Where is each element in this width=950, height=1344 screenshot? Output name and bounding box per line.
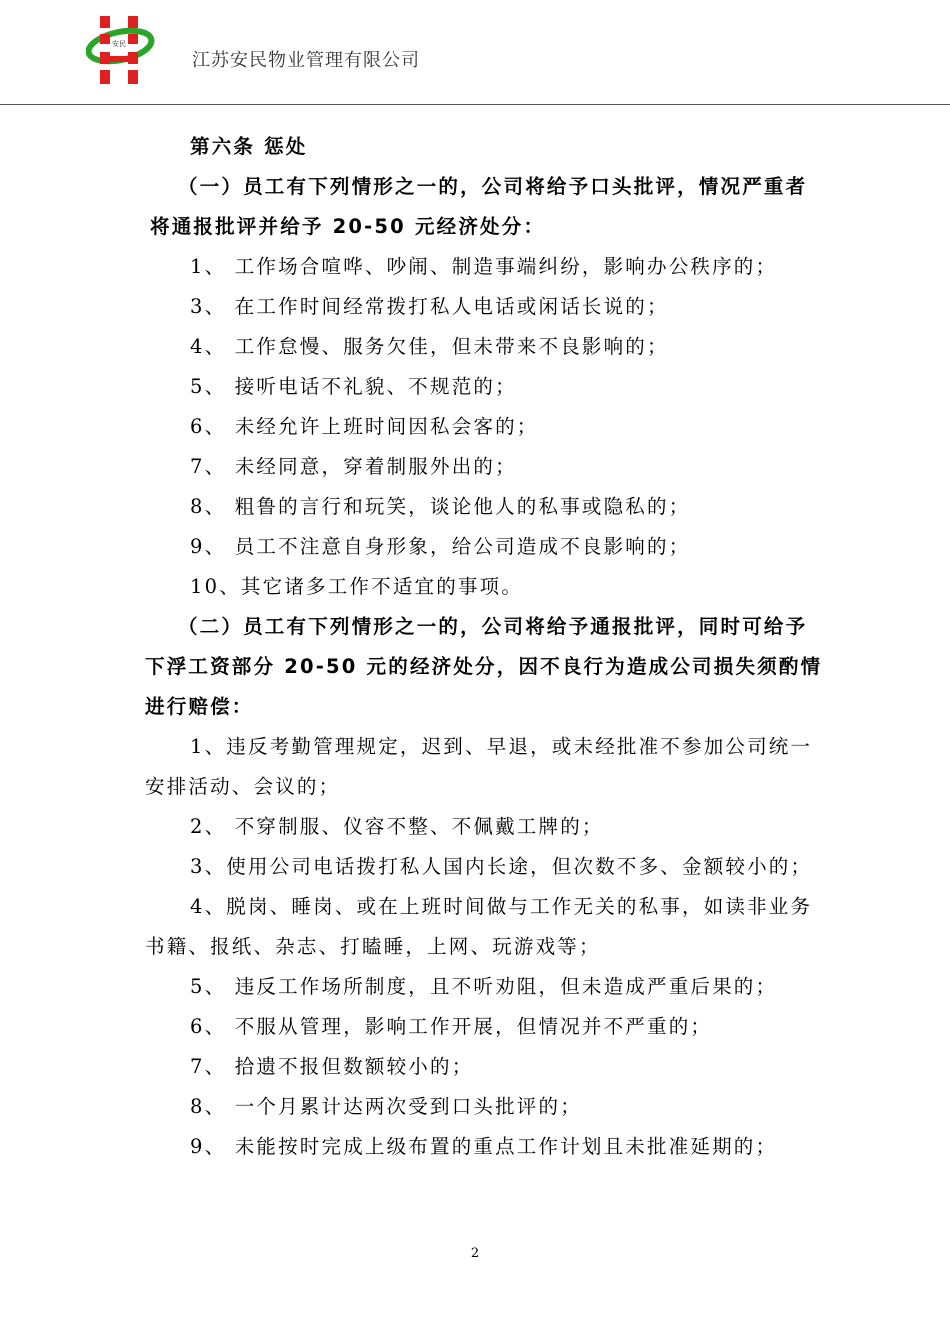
list-item: 2、 不穿制服、仪容不整、不佩戴工牌的； bbox=[190, 815, 604, 838]
section2-heading-line1: （二）员工有下列情形之一的，公司将给予通报批评，同时可给予 bbox=[178, 615, 808, 638]
article-title: 第六条 惩处 bbox=[190, 135, 308, 158]
list-item: 8、 粗鲁的言行和玩笑，谈论他人的私事或隐私的； bbox=[190, 495, 691, 518]
section1-heading-line1: （一）员工有下列情形之一的，公司将给予口头批评，情况严重者 bbox=[178, 175, 808, 198]
list-item: 6、 未经允许上班时间因私会客的； bbox=[190, 415, 539, 438]
list-item-continuation: 安排活动、会议的； bbox=[145, 775, 341, 798]
list-item: 9、 未能按时完成上级布置的重点工作计划且未批准延期的； bbox=[190, 1135, 778, 1158]
list-item: 1、 工作场合喧哗、吵闹、制造事端纠纷，影响办公秩序的； bbox=[190, 255, 778, 278]
list-item: 3、使用公司电话拨打私人国内长途，但次数不多、金额较小的； bbox=[190, 855, 813, 878]
list-item: 9、 员工不注意自身形象，给公司造成不良影响的； bbox=[190, 535, 691, 558]
company-logo-icon bbox=[86, 12, 156, 88]
list-item: 5、 违反工作场所制度，且不听劝阻，但未造成严重后果的； bbox=[190, 975, 778, 998]
section1-heading-line2: 将通报批评并给予 20-50 元经济处分： bbox=[150, 215, 546, 238]
section2-heading-line2: 下浮工资部分 20-50 元的经济处分，因不良行为造成公司损失须酌情 bbox=[145, 655, 823, 678]
list-item: 3、 在工作时间经常拨打私人电话或闲话长说的； bbox=[190, 295, 669, 318]
list-item: 10、其它诸多工作不适宜的事项。 bbox=[190, 575, 524, 598]
section2-heading-line3: 进行赔偿： bbox=[145, 695, 254, 718]
list-item: 6、 不服从管理，影响工作开展，但情况并不严重的； bbox=[190, 1015, 713, 1038]
list-item: 5、 接听电话不礼貌、不规范的； bbox=[190, 375, 517, 398]
list-item: 7、 未经同意，穿着制服外出的； bbox=[190, 455, 517, 478]
list-item: 4、脱岗、睡岗、或在上班时间做与工作无关的私事，如读非业务 bbox=[190, 895, 813, 918]
list-item: 4、 工作怠慢、服务欠佳，但未带来不良影响的； bbox=[190, 335, 669, 358]
header-divider bbox=[0, 104, 950, 105]
page-number: 2 bbox=[470, 1246, 480, 1261]
list-item: 8、 一个月累计达两次受到口头批评的； bbox=[190, 1095, 582, 1118]
list-item: 7、 拾遗不报但数额较小的； bbox=[190, 1055, 474, 1078]
list-item: 1、违反考勤管理规定，迟到、早退，或未经批准不参加公司统一 bbox=[190, 735, 813, 758]
page-header bbox=[0, 0, 950, 108]
list-item-continuation: 书籍、报纸、杂志、打瞌睡，上网、玩游戏等； bbox=[145, 935, 601, 958]
svg-text:安民: 安民 bbox=[112, 40, 126, 48]
company-name: 江苏安民物业管理有限公司 bbox=[192, 50, 420, 71]
